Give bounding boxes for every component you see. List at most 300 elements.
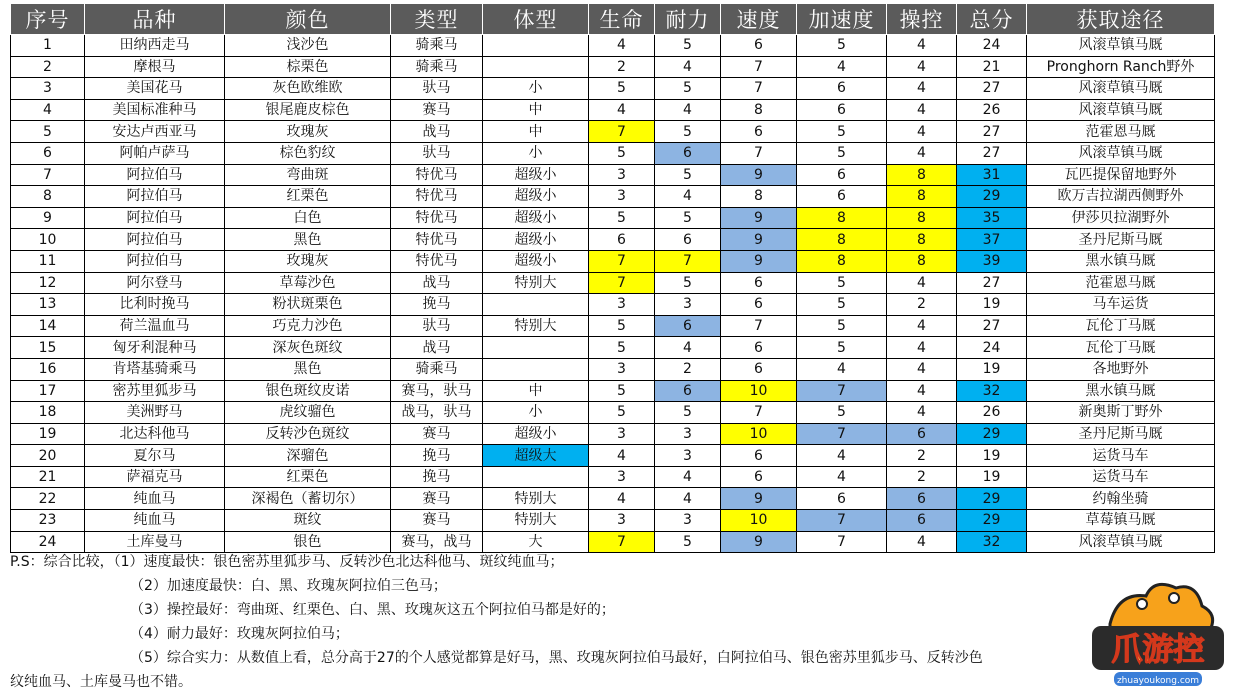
- header-cell: 品种: [85, 4, 225, 35]
- table-cell: 7: [589, 250, 655, 272]
- table-cell: 6: [887, 510, 957, 532]
- table-cell: 4: [797, 56, 887, 78]
- table-cell: 19: [957, 445, 1027, 467]
- table-cell: [483, 35, 589, 57]
- table-cell: 巧克力沙色: [225, 315, 391, 337]
- table-cell: 2: [655, 358, 721, 380]
- table-cell: 4: [589, 99, 655, 121]
- table-cell: 3: [589, 466, 655, 488]
- table-cell: 特优马: [391, 186, 483, 208]
- table-cell: 马车运货: [1027, 294, 1215, 316]
- table-cell: 5: [655, 207, 721, 229]
- table-cell: 19: [957, 294, 1027, 316]
- table-cell: [483, 337, 589, 359]
- table-cell: 特别大: [483, 488, 589, 510]
- table-cell: 瓦伦丁马厩: [1027, 315, 1215, 337]
- table-cell: 伊莎贝拉湖野外: [1027, 207, 1215, 229]
- table-cell: 超级小: [483, 423, 589, 445]
- table-cell: 6: [589, 229, 655, 251]
- table-cell: 范霍恩马厩: [1027, 272, 1215, 294]
- table-cell: 9: [721, 229, 797, 251]
- table-cell: 超级小: [483, 229, 589, 251]
- table-cell: 8: [797, 229, 887, 251]
- table-row: [11, 229, 1215, 251]
- table-cell: 阿拉伯马: [85, 229, 225, 251]
- table-cell: 18: [11, 402, 85, 424]
- table-cell: 5: [797, 402, 887, 424]
- table-cell: 风滚草镇马厩: [1027, 531, 1215, 553]
- table-cell: 草莓沙色: [225, 272, 391, 294]
- table-cell: 棕栗色: [225, 56, 391, 78]
- table-cell: 7: [589, 121, 655, 143]
- table-cell: 赛马，驮马: [391, 380, 483, 402]
- table-cell: 5: [589, 402, 655, 424]
- notes-section: [10, 550, 1130, 694]
- table-cell: 2: [589, 56, 655, 78]
- table-cell: 20: [11, 445, 85, 467]
- table-cell: 5: [589, 380, 655, 402]
- table-cell: 安达卢西亚马: [85, 121, 225, 143]
- table-cell: 北达科他马: [85, 423, 225, 445]
- table-cell: 6: [721, 466, 797, 488]
- table-cell: 3: [655, 294, 721, 316]
- table-cell: 特优马: [391, 164, 483, 186]
- header-cell: 总分: [957, 4, 1027, 35]
- table-cell: 特优马: [391, 250, 483, 272]
- table-cell: 5: [655, 531, 721, 553]
- table-cell: 5: [797, 337, 887, 359]
- table-cell: 27: [957, 315, 1027, 337]
- table-cell: 骑乘马: [391, 358, 483, 380]
- table-cell: 驮马: [391, 78, 483, 100]
- table-cell: 5: [589, 207, 655, 229]
- table-cell: 19: [957, 466, 1027, 488]
- table-cell: 19: [11, 423, 85, 445]
- table-cell: 挽马: [391, 294, 483, 316]
- table-cell: 美洲野马: [85, 402, 225, 424]
- table-cell: 摩根马: [85, 56, 225, 78]
- table-cell: 超级小: [483, 164, 589, 186]
- table-cell: 6: [655, 380, 721, 402]
- table-cell: 斑纹: [225, 510, 391, 532]
- table-cell: 5: [797, 35, 887, 57]
- table-cell: 7: [721, 402, 797, 424]
- table-cell: 5: [655, 121, 721, 143]
- note-line: （4）耐力最好：玫瑰灰阿拉伯马；: [130, 626, 349, 642]
- table-cell: 2: [887, 445, 957, 467]
- table-cell: 4: [589, 445, 655, 467]
- table-cell: 驮马: [391, 315, 483, 337]
- table-cell: 29: [957, 186, 1027, 208]
- table-cell: 风滚草镇马厩: [1027, 35, 1215, 57]
- table-cell: 银尾鹿皮棕色: [225, 99, 391, 121]
- table-body: [11, 35, 1215, 553]
- note-line: P.S：综合比较，（1）速度最快：银色密苏里狐步马、反转沙色北达科他马、斑纹纯血马；: [10, 554, 564, 570]
- table-cell: 赛马，战马: [391, 531, 483, 553]
- table-cell: 4: [887, 337, 957, 359]
- table-cell: 4: [655, 186, 721, 208]
- table-cell: 5: [589, 315, 655, 337]
- table-cell: 5: [797, 294, 887, 316]
- table-row: [11, 99, 1215, 121]
- table-cell: 超级小: [483, 207, 589, 229]
- table-cell: 玫瑰灰: [225, 121, 391, 143]
- table-cell: 10: [721, 510, 797, 532]
- table-row: [11, 35, 1215, 57]
- table-cell: 6: [721, 272, 797, 294]
- table-cell: 9: [11, 207, 85, 229]
- table-cell: 大: [483, 531, 589, 553]
- table-cell: 4: [797, 466, 887, 488]
- table-cell: 6: [11, 142, 85, 164]
- table-cell: 3: [655, 423, 721, 445]
- table-cell: 6: [797, 99, 887, 121]
- table-cell: 4: [887, 380, 957, 402]
- table-cell: 深骝色: [225, 445, 391, 467]
- table-cell: 超级小: [483, 250, 589, 272]
- table-cell: 2: [887, 466, 957, 488]
- table-cell: 6: [721, 35, 797, 57]
- table-cell: 黑色: [225, 229, 391, 251]
- table-cell: 5: [655, 164, 721, 186]
- table-cell: 田纳西走马: [85, 35, 225, 57]
- table-cell: 31: [957, 164, 1027, 186]
- header-cell: 操控: [887, 4, 957, 35]
- table-cell: 4: [887, 142, 957, 164]
- table-cell: 32: [957, 380, 1027, 402]
- table-cell: 黑水镇马厩: [1027, 250, 1215, 272]
- table-cell: 10: [721, 423, 797, 445]
- table-cell: 21: [957, 56, 1027, 78]
- table-row: [11, 510, 1215, 532]
- table-cell: 24: [11, 531, 85, 553]
- table-cell: 4: [11, 99, 85, 121]
- table-cell: 黑水镇马厩: [1027, 380, 1215, 402]
- table-cell: 35: [957, 207, 1027, 229]
- table-cell: 27: [957, 142, 1027, 164]
- header-cell: 速度: [721, 4, 797, 35]
- table-cell: 5: [11, 121, 85, 143]
- table-row: [11, 250, 1215, 272]
- table-cell: 特别大: [483, 272, 589, 294]
- table-cell: 美国花马: [85, 78, 225, 100]
- table-cell: 匈牙利混种马: [85, 337, 225, 359]
- table-cell: 4: [589, 488, 655, 510]
- table-cell: 19: [957, 358, 1027, 380]
- table-cell: 4: [887, 99, 957, 121]
- table-cell: 白色: [225, 207, 391, 229]
- table-cell: 6: [655, 142, 721, 164]
- table-cell: 深褐色（蓄切尔）: [225, 488, 391, 510]
- table-cell: 4: [797, 358, 887, 380]
- table-cell: 8: [721, 186, 797, 208]
- table-cell: 4: [887, 358, 957, 380]
- table-cell: 风滚草镇马厩: [1027, 78, 1215, 100]
- table-cell: 8: [887, 229, 957, 251]
- table-cell: 5: [655, 402, 721, 424]
- table-cell: 战马: [391, 337, 483, 359]
- table-cell: 赛马: [391, 99, 483, 121]
- table-cell: 5: [589, 78, 655, 100]
- table-row: [11, 402, 1215, 424]
- table-cell: 黑色: [225, 358, 391, 380]
- table-cell: 纯血马: [85, 488, 225, 510]
- table-cell: 4: [887, 78, 957, 100]
- table-cell: 6: [797, 78, 887, 100]
- table-cell: 新奥斯丁野外: [1027, 402, 1215, 424]
- table-cell: 超级小: [483, 186, 589, 208]
- table-cell: 8: [887, 207, 957, 229]
- table-cell: 5: [655, 35, 721, 57]
- note-line: （5）综合实力：从数值上看，总分高于27的个人感觉都算是好马，黑、玫瑰灰阿拉伯马最好，白阿拉伯马、银色密苏里狐步马、反转沙色: [130, 650, 983, 666]
- note-line: （3）操控最好：弯曲斑、红栗色、白、黑、玫瑰灰这五个阿拉伯马都是好的；: [130, 602, 615, 618]
- table-cell: 9: [721, 207, 797, 229]
- table-cell: 范霍恩马厩: [1027, 121, 1215, 143]
- table-cell: 22: [11, 488, 85, 510]
- table-cell: 4: [887, 315, 957, 337]
- table-cell: 驮马: [391, 142, 483, 164]
- table-cell: 10: [721, 380, 797, 402]
- table-cell: 4: [655, 56, 721, 78]
- header-cell: 体型: [483, 4, 589, 35]
- header-cell: 颜色: [225, 4, 391, 35]
- table-cell: 1: [11, 35, 85, 57]
- table-cell: 棕色豹纹: [225, 142, 391, 164]
- table-cell: 3: [655, 510, 721, 532]
- table-cell: 10: [11, 229, 85, 251]
- svg-text:zhuayoukong.com: zhuayoukong.com: [1116, 676, 1200, 686]
- table-cell: 2: [11, 56, 85, 78]
- table-cell: 夏尔马: [85, 445, 225, 467]
- table-cell: 24: [957, 35, 1027, 57]
- table-cell: 23: [11, 510, 85, 532]
- note-line: （2）加速度最快：白、黑、玫瑰灰阿拉伯三色马；: [130, 578, 447, 594]
- table-cell: 4: [589, 35, 655, 57]
- table-cell: 阿帕卢萨马: [85, 142, 225, 164]
- table-cell: 16: [11, 358, 85, 380]
- table-cell: 8: [797, 250, 887, 272]
- table-cell: 5: [589, 337, 655, 359]
- table-row: [11, 294, 1215, 316]
- table-cell: 6: [721, 445, 797, 467]
- table-cell: 3: [589, 294, 655, 316]
- table-cell: 6: [797, 488, 887, 510]
- table-cell: 5: [655, 272, 721, 294]
- table-cell: 8: [887, 186, 957, 208]
- table-cell: 风滚草镇马厩: [1027, 99, 1215, 121]
- table-cell: 7: [797, 531, 887, 553]
- table-cell: 7: [797, 380, 887, 402]
- table-cell: 浅沙色: [225, 35, 391, 57]
- table-cell: 瓦匹提保留地野外: [1027, 164, 1215, 186]
- table-cell: 9: [721, 250, 797, 272]
- table-row: [11, 337, 1215, 359]
- table-cell: 银色斑纹皮诺: [225, 380, 391, 402]
- table-cell: 运货马车: [1027, 445, 1215, 467]
- table-cell: [483, 56, 589, 78]
- table-cell: 5: [655, 78, 721, 100]
- table-cell: 3: [589, 510, 655, 532]
- table-cell: 萨福克马: [85, 466, 225, 488]
- table-cell: 4: [655, 488, 721, 510]
- table-cell: 运货马车: [1027, 466, 1215, 488]
- table-cell: 中: [483, 121, 589, 143]
- svg-text:爪游控: 爪游控: [1111, 632, 1205, 668]
- table-row: [11, 272, 1215, 294]
- table-cell: 7: [721, 315, 797, 337]
- header-cell: 获取途径: [1027, 4, 1215, 35]
- table-cell: 11: [11, 250, 85, 272]
- table-row: [11, 358, 1215, 380]
- table-cell: 13: [11, 294, 85, 316]
- table-cell: 红栗色: [225, 466, 391, 488]
- table-cell: 4: [655, 466, 721, 488]
- table-row: [11, 423, 1215, 445]
- table-cell: 3: [655, 445, 721, 467]
- table-cell: [483, 294, 589, 316]
- table-cell: 肯塔基骑乘马: [85, 358, 225, 380]
- table-cell: 21: [11, 466, 85, 488]
- table-cell: 阿拉伯马: [85, 164, 225, 186]
- table-cell: 3: [589, 164, 655, 186]
- table-cell: 7: [589, 272, 655, 294]
- header-cell: 加速度: [797, 4, 887, 35]
- table-cell: 9: [721, 164, 797, 186]
- table-cell: 欧万吉拉湖西侧野外: [1027, 186, 1215, 208]
- table-cell: 27: [957, 78, 1027, 100]
- table-row: [11, 56, 1215, 78]
- table-cell: 7: [589, 531, 655, 553]
- table-cell: 小: [483, 142, 589, 164]
- table-cell: 中: [483, 380, 589, 402]
- table-cell: 粉状斑栗色: [225, 294, 391, 316]
- table-cell: 骑乘马: [391, 56, 483, 78]
- table-cell: 挽马: [391, 466, 483, 488]
- table-cell: 29: [957, 423, 1027, 445]
- table-cell: 7: [11, 164, 85, 186]
- table-cell: 15: [11, 337, 85, 359]
- table-cell: 特优马: [391, 207, 483, 229]
- table-cell: 6: [721, 294, 797, 316]
- table-cell: 超级大: [483, 445, 589, 467]
- note-line: 纹纯血马、土库曼马也不错。: [10, 674, 192, 690]
- table-cell: 9: [721, 531, 797, 553]
- table-row: [11, 207, 1215, 229]
- table-cell: 37: [957, 229, 1027, 251]
- table-cell: 特优马: [391, 229, 483, 251]
- table-row: [11, 466, 1215, 488]
- table-cell: 32: [957, 531, 1027, 553]
- table-cell: 风滚草镇马厩: [1027, 142, 1215, 164]
- table-cell: 4: [887, 531, 957, 553]
- table-cell: 6: [797, 186, 887, 208]
- table-cell: 阿拉伯马: [85, 186, 225, 208]
- table-row: [11, 164, 1215, 186]
- table-cell: 弯曲斑: [225, 164, 391, 186]
- table-cell: 29: [957, 510, 1027, 532]
- table-cell: 中: [483, 99, 589, 121]
- table-cell: 玫瑰灰: [225, 250, 391, 272]
- table-cell: 4: [655, 99, 721, 121]
- table-row: [11, 488, 1215, 510]
- table-cell: 战马，驮马: [391, 402, 483, 424]
- table-cell: Pronghorn Ranch野外: [1027, 56, 1215, 78]
- table-cell: 6: [887, 488, 957, 510]
- table-cell: 7: [797, 423, 887, 445]
- table-cell: 5: [589, 142, 655, 164]
- zhuayoukong-logo: [1088, 574, 1228, 692]
- table-cell: 8: [887, 164, 957, 186]
- table-cell: 6: [797, 164, 887, 186]
- table-cell: 3: [589, 423, 655, 445]
- table-cell: 4: [887, 35, 957, 57]
- table-cell: 挽马: [391, 445, 483, 467]
- table-cell: 5: [797, 121, 887, 143]
- table-cell: 赛马: [391, 423, 483, 445]
- table-cell: 7: [797, 510, 887, 532]
- table-cell: 8: [797, 207, 887, 229]
- table-cell: 阿拉伯马: [85, 207, 225, 229]
- table-cell: 土库曼马: [85, 531, 225, 553]
- table-cell: 27: [957, 272, 1027, 294]
- table-cell: 5: [797, 272, 887, 294]
- header-cell: 类型: [391, 4, 483, 35]
- table-row: [11, 78, 1215, 100]
- table-cell: 约翰坐骑: [1027, 488, 1215, 510]
- table-cell: 4: [887, 272, 957, 294]
- table-cell: 瓦伦丁马厩: [1027, 337, 1215, 359]
- table-cell: 26: [957, 99, 1027, 121]
- table-cell: 密苏里狐步马: [85, 380, 225, 402]
- table-cell: 战马: [391, 272, 483, 294]
- table-cell: 5: [797, 142, 887, 164]
- table-cell: 9: [721, 488, 797, 510]
- table-cell: 12: [11, 272, 85, 294]
- table-row: [11, 142, 1215, 164]
- table-cell: 反转沙色斑纹: [225, 423, 391, 445]
- table-cell: 7: [721, 56, 797, 78]
- table-cell: 8: [11, 186, 85, 208]
- table-cell: 7: [655, 250, 721, 272]
- table-cell: 8: [887, 250, 957, 272]
- table-cell: 特别大: [483, 510, 589, 532]
- table-cell: 6: [721, 121, 797, 143]
- table-cell: 29: [957, 488, 1027, 510]
- table-cell: 4: [797, 445, 887, 467]
- table-row: [11, 380, 1215, 402]
- table-cell: [483, 358, 589, 380]
- table-cell: 各地野外: [1027, 358, 1215, 380]
- table-header-row: [11, 4, 1215, 35]
- table-cell: 7: [721, 142, 797, 164]
- table-cell: 赛马: [391, 510, 483, 532]
- table-cell: 小: [483, 402, 589, 424]
- table-cell: 荷兰温血马: [85, 315, 225, 337]
- table-cell: 红栗色: [225, 186, 391, 208]
- table-cell: 7: [721, 78, 797, 100]
- table-cell: 深灰色斑纹: [225, 337, 391, 359]
- table-cell: 26: [957, 402, 1027, 424]
- table-cell: 6: [721, 358, 797, 380]
- table-cell: 5: [797, 315, 887, 337]
- table-cell: 24: [957, 337, 1027, 359]
- table-cell: 4: [887, 121, 957, 143]
- table-cell: 特别大: [483, 315, 589, 337]
- table-cell: 2: [887, 294, 957, 316]
- table-cell: 灰色欧维欧: [225, 78, 391, 100]
- table-cell: 圣丹尼斯马厩: [1027, 423, 1215, 445]
- table-cell: 4: [887, 402, 957, 424]
